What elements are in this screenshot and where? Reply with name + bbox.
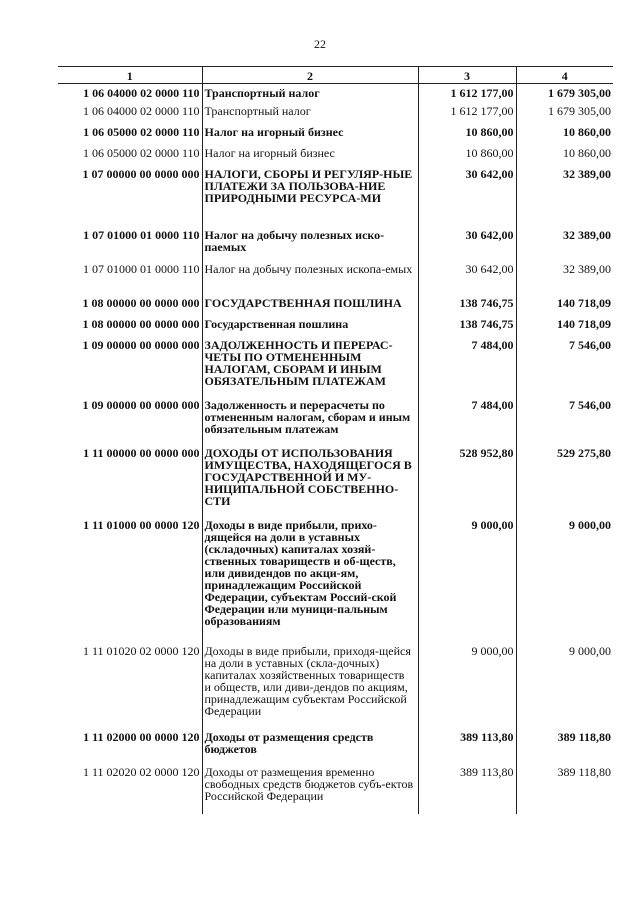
amount-year-2-cell: 32 389,00: [516, 168, 613, 229]
column-header-code: 1: [58, 67, 202, 84]
amount-year-2-cell: 10 860,00: [516, 126, 613, 147]
column-header-year-2: 4: [516, 67, 613, 84]
budget-code-cell: 1 07 00000 00 0000 000: [82, 166, 200, 181]
budget-code-cell: 1 08 00000 00 0000 000: [82, 316, 200, 331]
revenue-name-cell: ЗАДОЛЖЕННОСТЬ И ПЕРЕРАС-ЧЕТЫ ПО ОТМЕНЕННЫМ НАЛОГАМ, СБОРАМ И ИНЫМ ОБЯЗАТЕЛЬНЫМ ПЛАТЕЖАМ: [202, 339, 418, 399]
amount-year-2-cell: 32 389,00: [516, 229, 613, 263]
table-header-row: [58, 67, 613, 84]
revenue-name-cell: Транспортный налог: [202, 105, 418, 126]
budget-code-cell: 1 07 01000 01 0000 110: [83, 227, 200, 242]
revenue-name-cell: Налог на игорный бизнес: [202, 147, 418, 168]
revenue-name-cell: Задолженность и перерасчеты по отмененным налогам, сборам и иным обязательным платежам: [202, 399, 418, 447]
table-row: [58, 318, 613, 339]
column-header-name: 2: [202, 67, 418, 84]
amount-year-2-cell: 32 389,00: [516, 263, 613, 297]
budget-revenue-table: [58, 66, 613, 814]
budget-code-cell: 1 09 00000 00 0000 000: [82, 397, 200, 412]
amount-year-1-cell: 30 642,00: [418, 263, 516, 297]
revenue-name-cell: Транспортный налог: [202, 84, 418, 105]
amount-year-1-cell: 138 746,75: [418, 297, 516, 318]
table-row: [58, 105, 613, 126]
table-row: [58, 645, 613, 731]
table-row: [58, 84, 613, 105]
budget-code-cell: 1 06 04000 02 0000 110: [82, 103, 200, 118]
revenue-name-cell: Доходы от размещения временно свободных средств бюджетов субъ-ектов Российской Федерации: [202, 766, 418, 814]
amount-year-2-cell: 1 679 305,00: [516, 105, 613, 126]
table-row: [58, 447, 613, 519]
revenue-name-cell: Доходы в виде прибыли, прихо-дящейся на доли в уставных (складочных) капиталах хозяй-ственных товариществ и об-ществ, или дивидендов по акци-ям, принадлежащим Российской Федерации, субъектам Россий-ской Федерации или муници-пальным образованиям: [202, 519, 418, 645]
amount-year-1-cell: 7 484,00: [418, 399, 516, 447]
revenue-name-cell: Государственная пошлина: [202, 318, 418, 339]
revenue-name-cell: Налог на добычу полезных ископа-емых: [202, 263, 418, 297]
budget-code-cell: 1 11 01000 00 0000 120: [83, 517, 200, 532]
amount-year-2-cell: 10 860,00: [516, 147, 613, 168]
revenue-name-cell: Налог на игорный бизнес: [202, 126, 418, 147]
amount-year-1-cell: 7 484,00: [418, 339, 516, 399]
amount-year-2-cell: 389 118,80: [516, 731, 613, 766]
amount-year-2-cell: 529 275,80: [516, 447, 613, 519]
budget-code-cell: 1 09 00000 00 0000 000: [82, 337, 200, 352]
revenue-name-cell: НАЛОГИ, СБОРЫ И РЕГУЛЯР-НЫЕ ПЛАТЕЖИ ЗА ПОЛЬЗОВА-НИЕ ПРИРОДНЫМИ РЕСУРСА-МИ: [202, 168, 418, 229]
amount-year-2-cell: 140 718,09: [516, 318, 613, 339]
amount-year-1-cell: 1 612 177,00: [418, 105, 516, 126]
amount-year-1-cell: 9 000,00: [418, 519, 516, 645]
budget-code-cell: 1 11 00000 00 0000 000: [83, 445, 200, 460]
budget-code-cell: 1 06 05000 02 0000 110: [83, 124, 200, 139]
table-row: [58, 731, 613, 766]
revenue-name-cell: ГОСУДАРСТВЕННАЯ ПОШЛИНА: [202, 297, 418, 318]
budget-code-cell: 1 11 02000 00 0000 120: [83, 729, 200, 744]
amount-year-2-cell: 9 000,00: [516, 645, 613, 731]
amount-year-1-cell: 10 860,00: [418, 126, 516, 147]
amount-year-2-cell: 9 000,00: [516, 519, 613, 645]
revenue-name-cell: Доходы от размещения средств бюджетов: [202, 731, 418, 766]
revenue-name-cell: ДОХОДЫ ОТ ИСПОЛЬЗОВАНИЯ ИМУЩЕСТВА, НАХОДЯЩЕГОСЯ В ГОСУДАРСТВЕННОЙ И МУ-НИЦИПАЛЬНОЙ СОБСТВЕННО-СТИ: [202, 447, 418, 519]
amount-year-2-cell: 140 718,09: [516, 297, 613, 318]
amount-year-1-cell: 389 113,80: [418, 766, 516, 814]
table-row: [58, 147, 613, 168]
budget-code-cell: 1 11 01020 02 0000 120: [82, 643, 200, 658]
amount-year-1-cell: 9 000,00: [418, 645, 516, 731]
budget-code-cell: 1 06 05000 02 0000 110: [82, 145, 200, 160]
table-row: [58, 399, 613, 447]
budget-code-cell: 1 11 02020 02 0000 120: [82, 764, 200, 779]
table-row: [58, 229, 613, 263]
budget-code-cell: 1 07 01000 01 0000 110: [82, 261, 200, 276]
amount-year-1-cell: 528 952,80: [418, 447, 516, 519]
table-row: [58, 519, 613, 645]
table-row: [58, 297, 613, 318]
amount-year-2-cell: 7 546,00: [516, 339, 613, 399]
budget-code-cell: 1 08 00000 00 0000 000: [82, 295, 200, 310]
amount-year-1-cell: 138 746,75: [418, 318, 516, 339]
amount-year-2-cell: 7 546,00: [516, 399, 613, 447]
table-row: [58, 168, 613, 229]
amount-year-1-cell: 10 860,00: [418, 147, 516, 168]
amount-year-1-cell: 389 113,80: [418, 731, 516, 766]
amount-year-1-cell: 30 642,00: [418, 229, 516, 263]
revenue-name-cell: Доходы в виде прибыли, приходя-щейся на доли в уставных (скла-дочных) капиталах хозяйственных товариществ и обществ, или диви-дендов по акциям, принадлежащим субъектам Российской Федерации: [202, 645, 418, 731]
table-row: [58, 263, 613, 297]
amount-year-1-cell: 30 642,00: [418, 168, 516, 229]
page-number: 22: [314, 37, 326, 51]
table-row: [58, 766, 613, 814]
amount-year-2-cell: 1 679 305,00: [516, 84, 613, 105]
revenue-name-cell: Налог на добычу полезных иско-паемых: [202, 229, 418, 263]
table-row: [58, 126, 613, 147]
budget-code-cell: 1 06 04000 02 0000 110: [83, 86, 200, 100]
table-row: [58, 339, 613, 399]
amount-year-1-cell: 1 612 177,00: [418, 84, 516, 105]
amount-year-2-cell: 389 118,80: [516, 766, 613, 814]
column-header-year-1: 3: [418, 67, 516, 84]
